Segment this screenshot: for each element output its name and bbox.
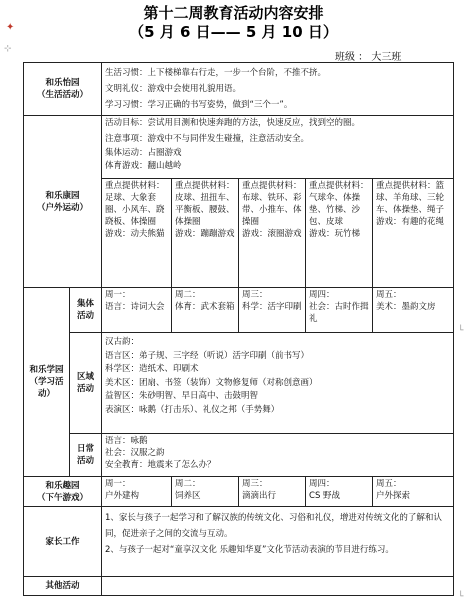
fun-day-cell (373, 477, 454, 507)
collective-day-cell (172, 288, 239, 333)
collective-day-text: 周五： 美术：墨韵文房 (376, 290, 436, 312)
health-day-text: 重点提供材料：篮球、羊角球、三轮车、体操垫、绳子 游戏：有趣的花绳 (376, 181, 445, 227)
date-range-title: （5 月 6 日—— 5 月 10 日） (129, 23, 338, 41)
life-row-header-text: 和乐怡园 （生活活动） (37, 78, 89, 100)
health-row-header (24, 116, 102, 288)
fun-day-text: 周三： 滴滴出行 (242, 479, 277, 501)
fun-day-text: 周二： 饲养区 (175, 479, 201, 501)
health-day-text: 重点提供材料：气球伞、体操垫、竹梯、沙包、皮球 游戏：玩竹梯 (309, 181, 369, 239)
health-caution-text: 注意事项：游戏中不与同伴发生碰撞，注意活动安全。 (105, 133, 310, 144)
area-performance-text: 表演区：咏鹅（打击乐）、礼仪之邦（手势舞） (105, 404, 280, 415)
collective-day-text: 周三： 科学：活字印刷 (242, 290, 302, 312)
study-collective-row (24, 288, 454, 333)
other-row-header (24, 577, 102, 596)
fun-row (24, 477, 454, 507)
daily-activity-content (102, 434, 454, 477)
area-puzzle-text: 益智区：朱砂明智、早日高中、击鼓明智 (105, 391, 259, 401)
fun-day-text: 周一： 户外建构 (105, 479, 140, 501)
fun-day-cell (172, 477, 239, 507)
collective-day-text: 周一： 语言：诗词大会 (105, 290, 165, 312)
parent-item-1-text: 1、家长与孩子一起学习和了解汉族的传统文化、习俗和礼仪，增进对传统文化的了解和认同，促进亲子之间的交流与互动。 (105, 513, 442, 539)
health-row-top (24, 116, 454, 179)
margin-corner-icon: └ (458, 326, 464, 336)
health-goal-text: 活动目标：尝试用目测和快速奔跑的方法，快速反应，找到空的圈。 (105, 118, 361, 128)
life-row (24, 63, 454, 116)
collective-activity-header-text: 集体活动 (77, 299, 95, 321)
collective-day-cell (373, 288, 454, 333)
area-art-text: 美术区：团扇、书签（装饰）文物修复师（对称创意画） (105, 377, 318, 388)
margin-corner-icon: └ (458, 592, 464, 602)
parent-row (24, 507, 454, 577)
health-day-text: 重点提供材料：皮球、扭扭车、平衡板、腰鼓、体操圈 游戏：蹦蹦游戏 (175, 181, 235, 239)
study-area-row (24, 333, 454, 434)
daily-activity-header (70, 434, 102, 477)
life-habit-text: 生活习惯：上下楼梯靠右行走，一步一个台阶，不推不挤。 (105, 68, 327, 78)
star-decoration-icon: ✦ (6, 22, 15, 33)
life-study-habit-text: 学习习惯：学习正确的书写姿势，做到“三个一”。 (105, 100, 293, 110)
health-day-text: 重点提供材料：足球、大象套圈、小风车、跷跷板、体操圈 游戏：动夫熊猫 (105, 181, 165, 239)
fun-day-cell (102, 477, 172, 507)
collective-activity-header (70, 288, 102, 333)
health-day-cell (373, 179, 454, 288)
daily-safety-text: 安全教育：地震来了怎么办？ (105, 460, 216, 470)
health-row-content (102, 116, 454, 179)
other-row-header-text: 其他活动 (45, 581, 80, 591)
study-row-header (24, 288, 70, 477)
margin-cross-icon: ⊹ (4, 44, 12, 54)
daily-social-text: 社会：汉服之韵 (105, 448, 165, 458)
health-day-cell (306, 179, 373, 288)
life-manners-text: 文明礼仪：游戏中会使用礼貌用语。 (105, 84, 242, 94)
life-row-header (24, 63, 102, 116)
parent-row-content (102, 507, 454, 577)
weekly-plan-table (23, 62, 454, 596)
area-activity-header-text: 区域活动 (77, 372, 95, 394)
health-day-cell (239, 179, 306, 288)
health-day-cell (172, 179, 239, 288)
area-activity-header (70, 333, 102, 434)
fun-day-cell (239, 477, 306, 507)
fun-row-header (24, 477, 102, 507)
area-activity-content (102, 333, 454, 434)
collective-day-cell (306, 288, 373, 333)
area-theme-text: 汉古韵： (105, 337, 140, 347)
health-day-cell (102, 179, 172, 288)
collective-day-text: 周二： 体育：武术套箱 (175, 290, 235, 312)
study-daily-row (24, 434, 454, 477)
parent-row-header-text: 家长工作 (45, 536, 80, 547)
fun-row-header-text: 和乐趣园 （下午游戏） (37, 480, 89, 503)
area-language-text: 语言区：弟子规、三字经（听说）活字印刷（前书写） (105, 350, 310, 361)
parent-item-2-text: 2、与孩子一起对“童享汉文化 乐趣知华夏”文化节活动表演的节目进行练习。 (105, 545, 394, 555)
class-label: 班级 ： 大三班 (335, 52, 402, 63)
collective-day-cell (102, 288, 172, 333)
daily-language-text: 语言：咏鹅 (105, 436, 148, 446)
other-row (24, 577, 454, 596)
life-row-content (102, 63, 454, 116)
fun-day-cell (306, 477, 373, 507)
parent-row-header (24, 507, 102, 577)
daily-activity-header-text: 日常活动 (77, 444, 95, 466)
other-row-content (102, 577, 454, 596)
health-collective-text: 集体运动：占圈游戏 (105, 148, 182, 158)
health-row-header-text: 和乐康园 （户外运动） (37, 190, 89, 213)
study-row-header-text: 和乐学园（学习活动） (29, 365, 64, 399)
area-science-text: 科学区：造纸术、印刷术 (105, 364, 199, 374)
page-title: 第十二周教育活动内容安排 (143, 4, 324, 22)
fun-day-text: 周四： CS 野战 (309, 479, 341, 501)
health-day-text: 重点提供材料：布球、铁环、彩带、小推车、体操圈 游戏：滚圈游戏 (242, 181, 302, 239)
collective-day-cell (239, 288, 306, 333)
fun-day-text: 周五： 户外探索 (376, 479, 411, 501)
collective-day-text: 周四： 社会：古时作揖礼 (309, 290, 369, 324)
health-game-text: 体育游戏：翻山越岭 (105, 160, 182, 171)
